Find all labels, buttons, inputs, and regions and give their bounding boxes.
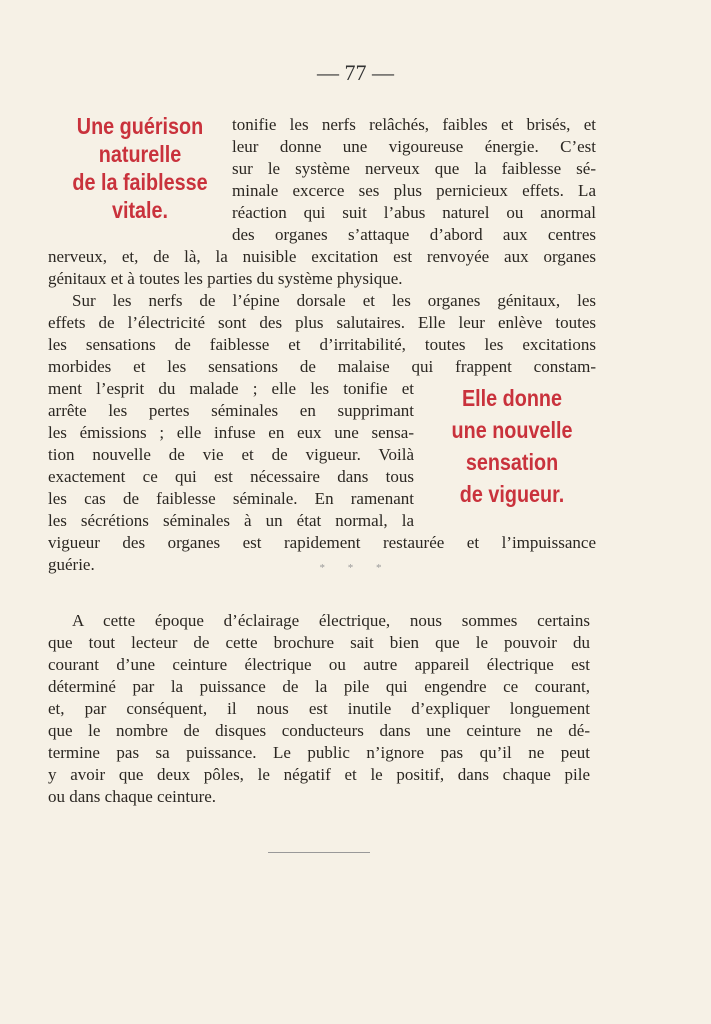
text-line: nerveux, et, de là, la nuisible excitation est renvoyée aux organes <box>48 247 596 266</box>
text-line: les sécrétions séminales à un état normal, la <box>48 511 414 530</box>
text-line: tion nouvelle de vie et de vigueur. Voilà <box>48 445 414 464</box>
text-line: termine pas sa puissance. Le public n’ignore pas qu’il ne peut <box>48 743 590 762</box>
text-line: y avoir que deux pôles, le négatif et le positif, dans chaque pile <box>48 765 590 784</box>
sidenote-line: vitale. <box>111 197 169 223</box>
text-line: des organes s’attaque d’abord aux centres <box>232 225 596 244</box>
text-line: les émissions ; elle infuse en eux une sensa- <box>48 423 414 442</box>
text-line: que le nombre de disques conducteurs dans une ceinture ne dé- <box>48 721 590 740</box>
footer-rule <box>268 852 370 853</box>
text-line: ment l’esprit du malade ; elle les tonifie et <box>48 379 414 398</box>
sidenote-line: sensation <box>465 449 559 475</box>
text-line: vigueur des organes est rapidement restaurée et l’impuissance <box>48 533 596 552</box>
text-line: les sensations de faiblesse et d’irritabilité, toutes les excitations <box>48 335 596 354</box>
text-line: ou dans chaque ceinture. <box>48 787 217 806</box>
text-line: les cas de faiblesse séminale. En ramenant <box>48 489 414 508</box>
text-line: Sur les nerfs de l’épine dorsale et les organes génitaux, les <box>72 291 596 310</box>
text-line: morbides et les sensations de malaise qui frappent constam- <box>48 357 596 376</box>
text-line: leur donne une vigoureuse énergie. C’est <box>232 137 596 156</box>
sidenote-line: de vigueur. <box>459 481 565 507</box>
sidenote-vigueur <box>426 382 598 510</box>
text-line: tonifie les nerfs relâchés, faibles et brisés, et <box>232 115 596 134</box>
text-line: A cette époque d’éclairage électrique, nous sommes certains <box>72 611 590 630</box>
text-line: sur le système nerveux que la faiblesse sé- <box>232 159 596 178</box>
text-line: guérie. <box>48 555 95 574</box>
text-line: que tout lecteur de cette brochure sait bien que le pouvoir du <box>48 633 590 652</box>
sidenote-guerison <box>54 112 226 224</box>
text-line: réaction qui suit l’abus naturel ou anormal <box>232 203 596 222</box>
sidenote-line: Elle donne <box>461 385 563 411</box>
sidenote-line: une nouvelle <box>451 417 573 443</box>
page-number: — 77 — <box>317 60 394 85</box>
section-separator: * * * <box>319 562 392 574</box>
text-line: minale excerce ses plus pernicieux effets. La <box>232 181 596 200</box>
sidenote-line: naturelle <box>98 141 182 167</box>
sidenote-line: Une guérison <box>76 113 204 139</box>
sidenote-line: de la faiblesse <box>72 169 208 195</box>
text-line: courant d’une ceinture électrique ou autre appareil électrique est <box>48 655 590 674</box>
text-line: arrête les pertes séminales en supprimant <box>48 401 414 420</box>
text-line: effets de l’électricité sont des plus salutaires. Elle leur enlève toutes <box>48 313 596 332</box>
text-line: génitaux et à toutes les parties du système physique. <box>48 269 403 288</box>
text-line: déterminé par la puissance de la pile qui engendre ce courant, <box>48 677 590 696</box>
text-line: et, par conséquent, il nous est inutile d’expliquer longuement <box>48 699 590 718</box>
text-line: exactement ce qui est nécessaire dans tous <box>48 467 414 486</box>
